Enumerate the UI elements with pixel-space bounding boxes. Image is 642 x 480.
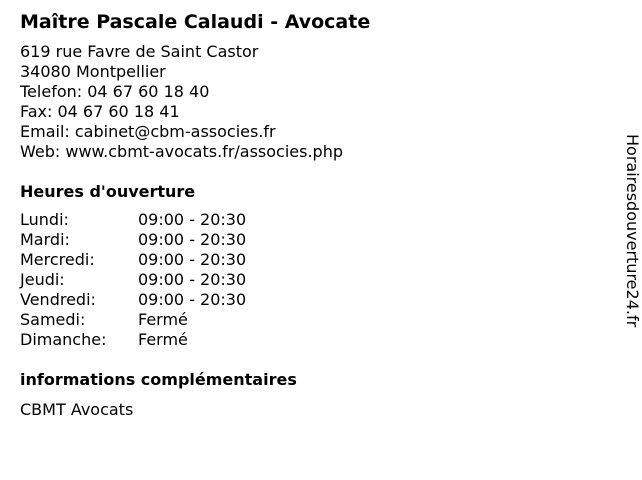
time-value: 09:00 - 20:30 (138, 270, 247, 289)
hours-row-wednesday (20, 250, 600, 270)
day-label: Dimanche: (20, 330, 107, 349)
day-label: Samedi: (20, 310, 86, 329)
email-line: Email: cabinet@cbm-associes.fr (20, 122, 276, 141)
hours-row-friday (20, 290, 600, 310)
time-value: 09:00 - 20:30 (138, 250, 247, 269)
time-value: Fermé (138, 310, 188, 329)
hours-row-sunday (20, 330, 600, 350)
day-label: Vendredi: (20, 290, 96, 309)
web-line: Web: www.cbmt-avocats.fr/associes.php (20, 142, 344, 161)
opening-hours-heading: Heures d'ouverture (20, 182, 196, 201)
business-title: Maître Pascale Calaudi - Avocate (20, 11, 371, 33)
hours-row-monday (20, 210, 600, 230)
phone-line: Telefon: 04 67 60 18 40 (20, 82, 210, 101)
fax-line: Fax: 04 67 60 18 41 (20, 102, 180, 121)
time-value: 09:00 - 20:30 (138, 230, 247, 249)
city-line: 34080 Montpellier (20, 62, 166, 81)
additional-info-heading: informations complémentaires (20, 370, 297, 389)
day-label: Mercredi: (20, 250, 95, 269)
street-line: 619 rue Favre de Saint Castor (20, 42, 259, 61)
business-card (20, 10, 600, 420)
opening-hours-table (20, 210, 600, 350)
address-block (20, 42, 600, 162)
hours-row-saturday (20, 310, 600, 330)
day-label: Lundi: (20, 210, 69, 229)
additional-info-text: CBMT Avocats (20, 400, 134, 419)
time-value: 09:00 - 20:30 (138, 210, 247, 229)
hours-row-thursday (20, 270, 600, 290)
hours-row-tuesday (20, 230, 600, 250)
time-value: Fermé (138, 330, 188, 349)
day-label: Jeudi: (20, 270, 65, 289)
day-label: Mardi: (20, 230, 70, 249)
time-value: 09:00 - 20:30 (138, 290, 247, 309)
site-brand-watermark: Horairesdouverture24.fr (623, 134, 642, 328)
